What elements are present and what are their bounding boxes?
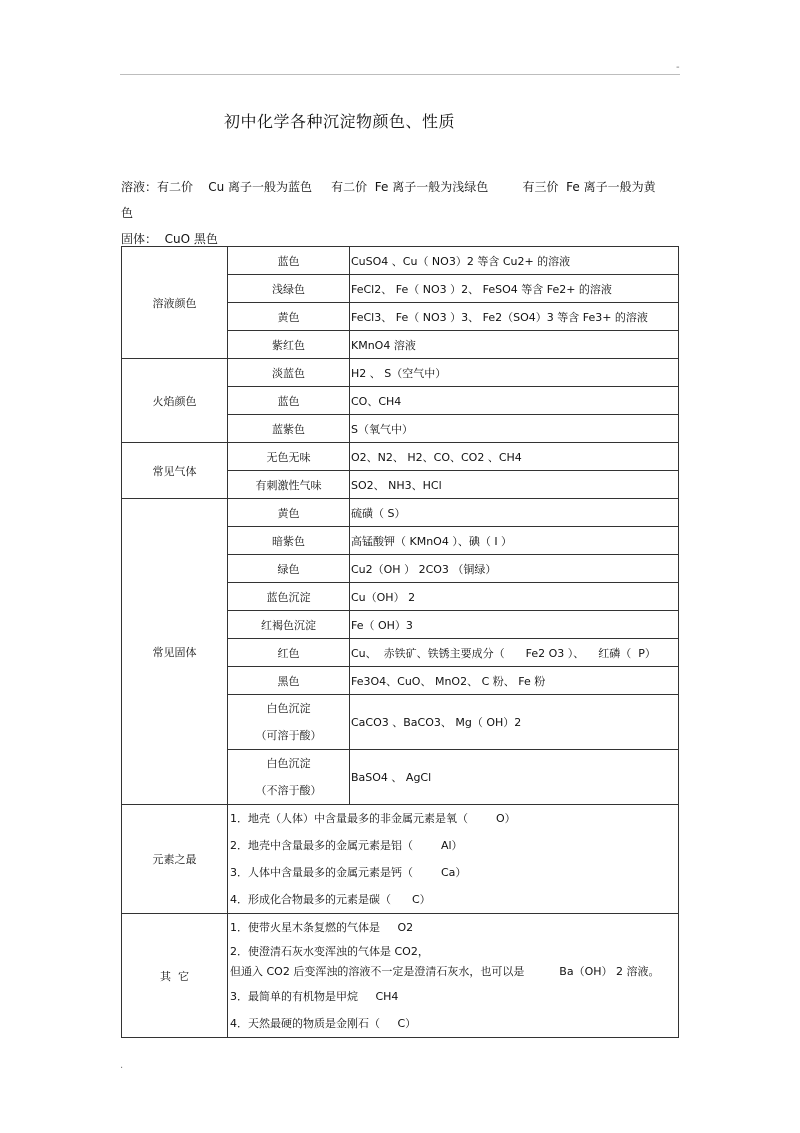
row-color: 白色沉淀 — [266, 757, 311, 770]
table-row — [122, 914, 679, 1038]
list-item: 1．使带火星木条复燃的气体是 O2 — [230, 921, 414, 934]
list-item: 3．最简单的有机物是甲烷 CH4 — [230, 990, 399, 1003]
row-color: 黑色 — [228, 667, 350, 695]
row-color: 有刺激性气味 — [228, 471, 350, 499]
row-color: 蓝色 — [228, 387, 350, 415]
list-item: 但通入 CO2 后变浑浊的溶液不一定是澄清石灰水，也可以是 Ba（OH） 2 溶液。 — [230, 965, 660, 978]
category-flame-color: 火焰颜色 — [122, 359, 228, 443]
list-item: 2．使澄清石灰水变浑浊的气体是 CO2， — [230, 945, 429, 958]
intro-line-3: 固体： CuO 黑色 — [121, 232, 218, 246]
list-item: 2．地壳中含量最多的金属元素是铝（ Al） — [230, 839, 463, 852]
row-value: S（氧气中） — [350, 415, 679, 443]
list-item: 1．地壳（人体）中含量最多的非金属元素是氧（ O） — [230, 812, 516, 825]
row-value: Fe（ OH）3 — [350, 611, 679, 639]
row-value: FeCl3、 Fe（ NO3 ）3、 Fe2（SO4）3 等含 Fe3+ 的溶液 — [350, 303, 679, 331]
elements-most-list — [228, 805, 679, 914]
row-color: 黄色 — [228, 499, 350, 527]
list-item: 4．天然最硬的物质是金刚石（ C） — [230, 1017, 417, 1030]
list-item: 3．人体中含量最多的金属元素是钙（ Ca） — [230, 866, 467, 879]
row-value: O2、N2、 H2、CO、CO2 、CH4 — [350, 443, 679, 471]
row-color: 蓝色 — [228, 247, 350, 275]
row-color: 暗紫色 — [228, 527, 350, 555]
category-others: 其 它 — [122, 914, 228, 1038]
row-value: H2 、 S（空气中） — [350, 359, 679, 387]
table-row — [122, 499, 679, 527]
list-item: 4．形成化合物最多的元素是碳（ C） — [230, 893, 431, 906]
row-color: 红色 — [228, 639, 350, 667]
row-color-note: （可溶于酸） — [255, 729, 322, 742]
table-row — [122, 443, 679, 471]
category-common-gas: 常见气体 — [122, 443, 228, 499]
row-value: FeCl2、 Fe（ NO3 ）2、 FeSO4 等含 Fe2+ 的溶液 — [350, 275, 679, 303]
category-solution-color: 溶液颜色 — [122, 247, 228, 359]
category-common-solid: 常见固体 — [122, 499, 228, 805]
row-color-cell — [228, 750, 350, 805]
table-row — [122, 805, 679, 914]
table-row — [122, 359, 679, 387]
intro-line-2: 色 — [121, 206, 134, 220]
row-value: KMnO4 溶液 — [350, 331, 679, 359]
row-color: 蓝色沉淀 — [228, 583, 350, 611]
row-value: CuSO4 、Cu（ NO3）2 等含 Cu2+ 的溶液 — [350, 247, 679, 275]
row-value: Cu2（OH ） 2CO3 （铜绿） — [350, 555, 679, 583]
row-color: 淡蓝色 — [228, 359, 350, 387]
row-value: CO、CH4 — [350, 387, 679, 415]
row-color: 无色无味 — [228, 443, 350, 471]
intro-line-1: 溶液：有二价 Cu 离子一般为蓝色 有二价 Fe 离子一般为浅绿色 有三价 Fe 离子一般为黄 — [121, 180, 656, 194]
row-color-note: （不溶于酸） — [255, 784, 322, 797]
category-elements-most: 元素之最 — [122, 805, 228, 914]
header-rule — [120, 74, 680, 75]
row-value: Cu、 赤铁矿、铁锈主要成分（ Fe2 O3 ）、 红磷（ P） — [350, 639, 679, 667]
chemistry-table — [121, 246, 679, 1038]
row-color-cell — [228, 695, 350, 750]
row-value: CaCO3 、BaCO3、 Mg（ OH）2 — [350, 695, 679, 750]
row-value: BaSO4 、 AgCl — [350, 750, 679, 805]
row-value: 高锰酸钾（ KMnO4 ）、碘（ I ） — [350, 527, 679, 555]
row-color: 黄色 — [228, 303, 350, 331]
row-color: 蓝紫色 — [228, 415, 350, 443]
row-color: 绿色 — [228, 555, 350, 583]
page-title: 初中化学各种沉淀物颜色、性质 — [224, 112, 456, 131]
row-value: SO2、 NH3、HCl — [350, 471, 679, 499]
row-color: 浅绿色 — [228, 275, 350, 303]
row-color: 白色沉淀 — [266, 702, 311, 715]
footer-corner-mark: . — [120, 1060, 124, 1071]
row-color: 紫红色 — [228, 331, 350, 359]
row-value: Cu（OH） 2 — [350, 583, 679, 611]
row-color: 红褐色沉淀 — [228, 611, 350, 639]
row-value: 硫磺（ S） — [350, 499, 679, 527]
row-value: Fe3O4、CuO、 MnO2、 C 粉、 Fe 粉 — [350, 667, 679, 695]
table-row — [122, 247, 679, 275]
others-list — [228, 914, 679, 1038]
header-corner-mark: - — [676, 62, 680, 73]
